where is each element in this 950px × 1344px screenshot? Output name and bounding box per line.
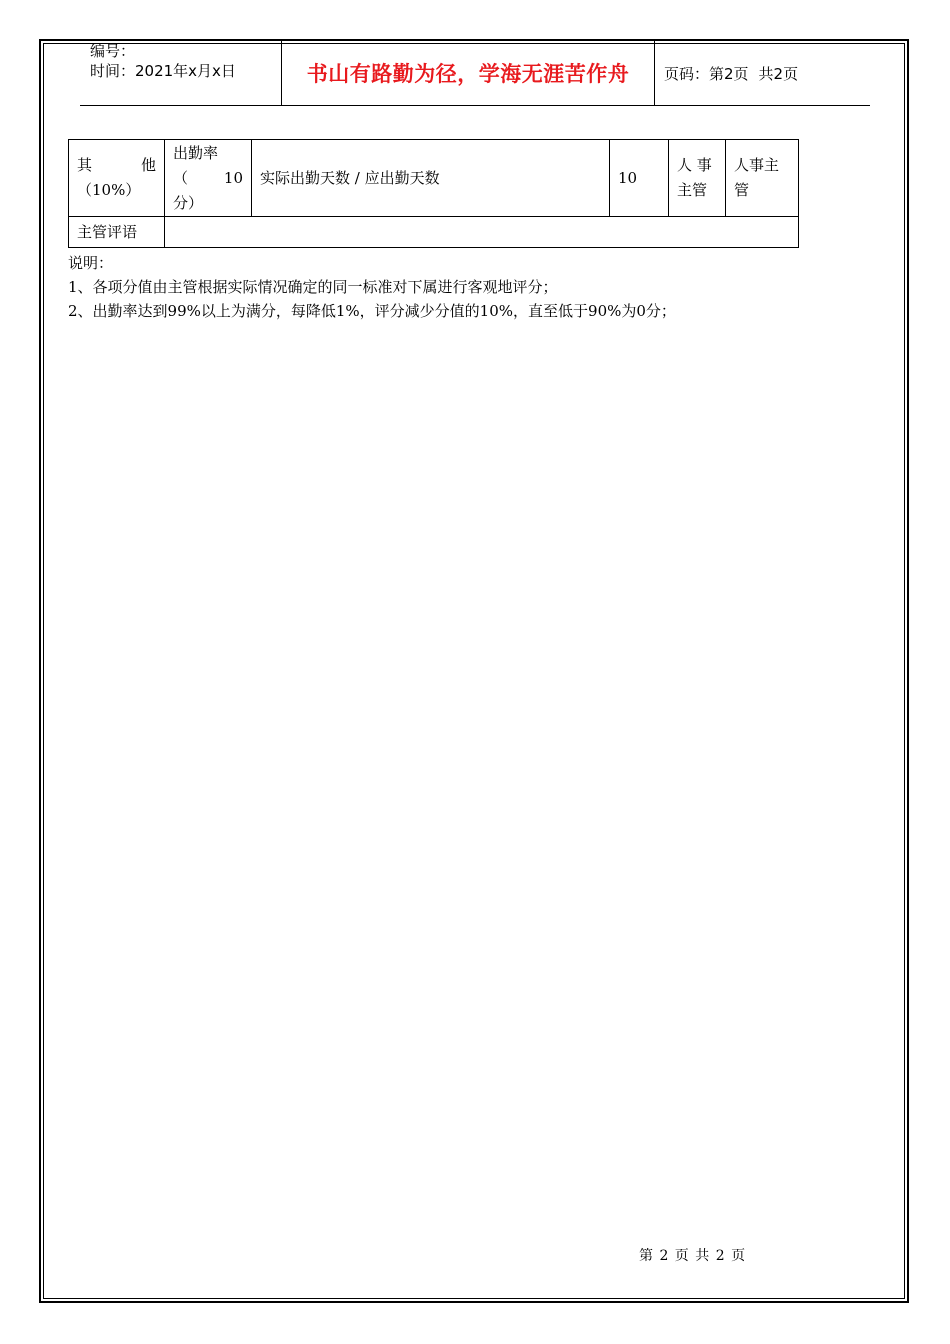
table-row — [69, 140, 799, 217]
note-item: 2、出勤率达到99%以上为满分，每降低1%，评分减少分值的10%，直至低于90%为0分； — [68, 302, 676, 320]
page-footer: 第 2 页 共 2 页 — [639, 1248, 747, 1264]
header-page-number: 页码：第2页 — [664, 64, 749, 83]
header-motto: 书山有路勤为径，学海无涯苦作舟 — [281, 40, 655, 106]
page-header — [80, 40, 870, 106]
header-page-info — [664, 41, 864, 105]
item-points-unit: 分） — [173, 193, 204, 212]
item-cell — [165, 140, 252, 217]
doc-code-label: 编号： — [90, 42, 136, 60]
score-cell — [610, 140, 669, 217]
reviewer-line1: 人事主 — [734, 156, 780, 174]
category-cell — [69, 140, 165, 217]
notes-section — [68, 251, 676, 323]
category-right: 他 — [140, 156, 156, 174]
formula-text: 实际出勤天数 / 应出勤天数 — [260, 168, 440, 187]
comment-label-cell — [69, 217, 165, 248]
score-value: 10 — [618, 168, 638, 187]
evaluator-line1: 人 事 — [677, 156, 712, 174]
category-left: 其 — [77, 156, 93, 174]
formula-cell — [252, 140, 610, 217]
note-item: 1、各项分值由主管根据实际情况确定的同一标准对下属进行客观地评分； — [68, 278, 558, 296]
evaluator-cell — [669, 140, 726, 217]
item-points: 10 — [223, 168, 243, 187]
table-row — [69, 217, 799, 248]
reviewer-cell — [726, 140, 799, 217]
evaluation-table — [68, 139, 799, 248]
category-weight: （10%） — [77, 181, 141, 199]
header-page-total: 共2页 — [758, 64, 799, 83]
reviewer-line2: 管 — [734, 181, 750, 199]
header-meta — [90, 41, 280, 105]
evaluator-line2: 主管 — [677, 181, 708, 199]
item-points-open: （ — [173, 168, 189, 187]
notes-title: 说明： — [68, 254, 114, 272]
comment-label: 主管评语 — [77, 222, 138, 241]
doc-date-label: 时间：2021年x月x日 — [90, 62, 236, 80]
comment-value-cell — [165, 217, 799, 248]
item-name: 出勤率 — [173, 143, 219, 162]
